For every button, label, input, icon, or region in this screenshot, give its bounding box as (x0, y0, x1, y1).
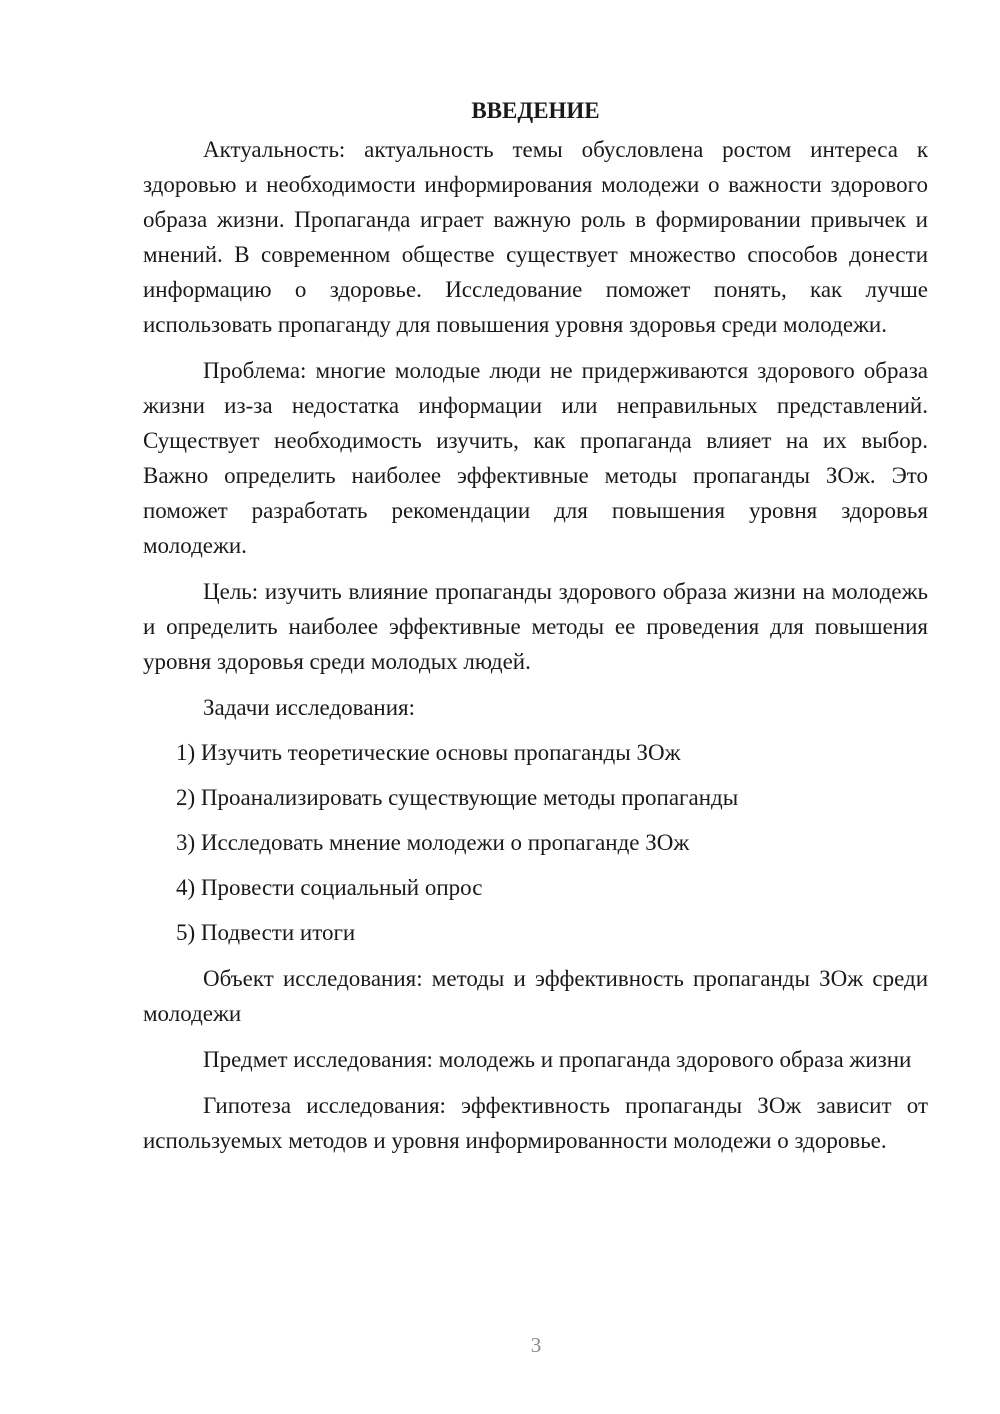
task-item-3: 3) Исследовать мнение молодежи о пропаганде ЗОж (176, 830, 690, 855)
page-body (143, 93, 928, 1158)
task-item-2: 2) Проанализировать существующие методы пропаганды (176, 785, 739, 810)
task-item-4: 4) Провести социальный опрос (176, 875, 483, 900)
problem-paragraph: Проблема: многие молодые люди не придерживаются здорового образа жизни из-за недостатка информации или неправильных представлений. Существует необходимость изучить, как пропаганда влияет на их выбор. Важно определить наиболее эффективные методы пропаганды ЗОж. Это поможет разработать рекомендации для повышения уровня здоровья молодежи. (143, 358, 928, 558)
object-paragraph: Объект исследования: методы и эффективность пропаганды ЗОж среди молодежи (143, 966, 928, 1026)
section-heading: ВВЕДЕНИЕ (471, 98, 600, 123)
subject-paragraph: Предмет исследования: молодежь и пропаганда здорового образа жизни (203, 1047, 912, 1072)
task-item-1: 1) Изучить теоретические основы пропаганды ЗОж (176, 740, 681, 765)
page-number: 3 (530, 1333, 542, 1357)
tasks-list (143, 735, 928, 950)
hypothesis-paragraph: Гипотеза исследования: эффективность пропаганды ЗОж зависит от используемых методов и уровня информированности молодежи о здоровье. (143, 1093, 928, 1153)
goal-paragraph: Цель: изучить влияние пропаганды здорового образа жизни на молодежь и определить наиболее эффективные методы ее проведения для повышения уровня здоровья среди молодых людей. (143, 579, 928, 674)
relevance-paragraph: Актуальность: актуальность темы обусловлена ростом интереса к здоровью и необходимости информирования молодежи о важности здорового образа жизни. Пропаганда играет важную роль в формировании привычек и мнений. В современном обществе существует множество способов донести информацию о здоровье. Исследование поможет понять, как лучше использовать пропаганду для повышения уровня здоровья среди молодежи. (143, 137, 928, 337)
tasks-title: Задачи исследования: (203, 695, 416, 720)
task-item-5: 5) Подвести итоги (176, 920, 356, 945)
